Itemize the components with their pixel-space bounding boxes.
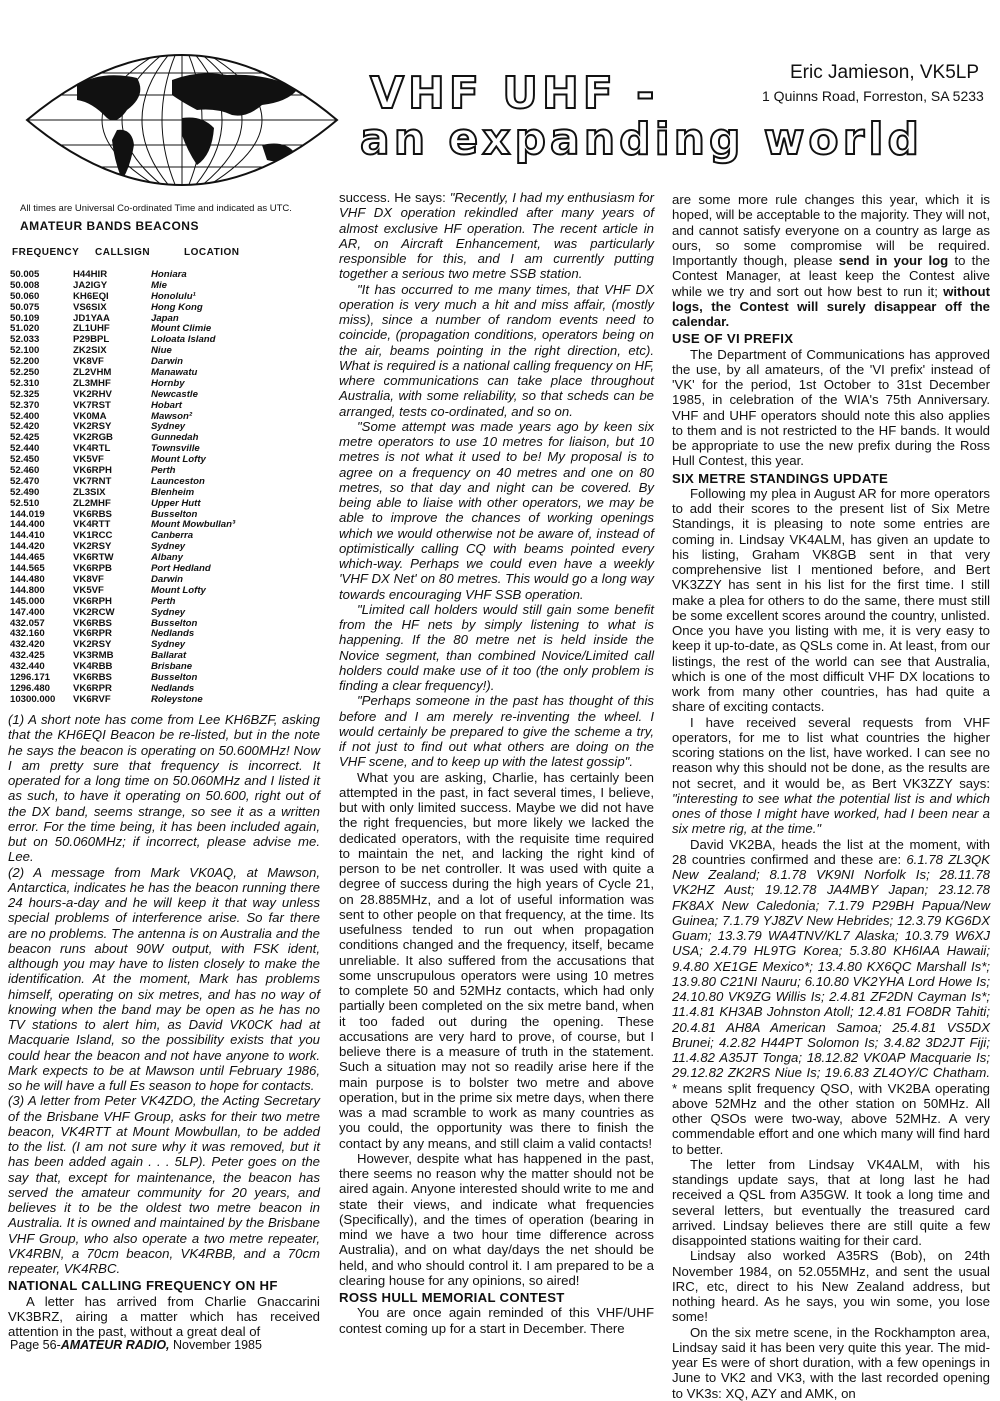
beacon-frequency: 52.425 (10, 432, 40, 444)
beacon-frequency: 52.490 (10, 486, 40, 498)
beacon-location: Busselton (151, 617, 198, 629)
beacon-frequency: 50.060 (10, 290, 40, 302)
beacon-callsign: ZL3MHF (73, 377, 111, 389)
paragraph: The letter from Lindsay VK4ALM, with his standings update says, that at long last he had received a QSL from A35GW. It took a long time and several letters, but eventually the treasured card arrived. Lindsay believes there are still quite a few disappointed stations waiting for their card. (672, 1156, 990, 1248)
beacon-frequency: 145.000 (10, 595, 45, 607)
beacon-frequency: 52.470 (10, 475, 40, 487)
beacon-frequency: 432.057 (10, 617, 45, 629)
beacon-frequency: 432.420 (10, 639, 45, 651)
beacon-callsign: P29BPL (73, 334, 110, 346)
beacon-callsign: VK5VF (73, 584, 104, 596)
beacon-table (10, 270, 310, 706)
beacon-callsign: JD1YAA (73, 312, 110, 324)
beacon-location: Canberra (151, 530, 194, 542)
beacon-note-3: (3) A letter from Peter VK4ZDO, the Acting Secretary of the Brisbane VHF Group, asks for their two metre beacon, VK4RTT at Mount Mowbullan, to be added to the list. (I am not sure why it was removed, but it has been added again . . . 5LP). Peter goes on the say that, except for maintenance, the beacon has served the amateur community for 20 years, and believes it to be the oldest two metre beacon in Australia. It is owned and maintained by the Brisbane VHF Group, who also operate a two metre repeater, VK4RBN, a 70cm beacon, VK4RBB, and a 70cm repeater, VK4RBC. (8, 1093, 320, 1276)
beacon-location: Mie (151, 279, 167, 291)
beacon-location: Sydney (151, 541, 186, 553)
beacon-location: Launceston (151, 475, 205, 487)
beacon-frequency: 52.420 (10, 421, 40, 433)
beacon-frequency: 52.370 (10, 399, 40, 411)
vi-prefix-heading: USE OF VI PREFIX (672, 331, 794, 347)
beacon-callsign: VK6RPR (73, 628, 112, 640)
beacon-location: Hornby (151, 377, 185, 389)
beacon-frequency: 1296.480 (10, 682, 51, 694)
beacon-location: Port Hedland (151, 563, 211, 575)
beacon-frequency: 52.310 (10, 377, 40, 389)
beacon-callsign: ZL2MHF (73, 497, 111, 509)
beacon-note-1: (1) A short note has come from Lee KH6BZF, asking that the KH6EQI Beacon be re-listed, but in the note he says the beacon is operating on 50.600MHz! Now I am pretty sure that frequency is incorrect. It operated for a long time on 50.060MHz and I listed it as such, to have it operating on 50.600, right out of the DX band, seems strange, so see it as a written error. For the time being, it has been included again, but on 50.060MHz; if incorrect, please advise me. Lee. (8, 712, 320, 865)
beacon-frequency: 144.465 (10, 552, 45, 564)
beacon-callsign: ZL1UHF (73, 323, 110, 335)
article-title-line2: an expanding world (360, 114, 923, 165)
beacon-callsign: ZK2SIX (73, 345, 107, 357)
beacon-callsign: ZL3SIX (73, 486, 106, 498)
beacon-location: Hobart (151, 399, 182, 411)
beacon-frequency: 52.325 (10, 388, 40, 400)
beacon-callsign: VK4RTL (73, 443, 111, 455)
magazine-name: AMATEUR RADIO, (60, 1338, 170, 1352)
beacon-callsign: VK2RSY (73, 639, 112, 651)
beacon-callsign: VK6RTW (73, 552, 114, 564)
page-number: Page 56- (10, 1338, 61, 1352)
beacon-frequency: 51.020 (10, 323, 40, 335)
beacon-location: Niue (151, 345, 172, 357)
beacon-location: Mawson² (151, 410, 193, 422)
beacon-location: Japan (151, 312, 179, 324)
paragraph (672, 715, 990, 837)
text: * means split frequency QSO, with VK2BA operating above 52MHz and the other station on 50MHz. All other QSOs were two-way, above 52MHz. A very commendable effort and one which many will find hard to better. (672, 1080, 990, 1157)
beacon-callsign: VK2RSY (73, 541, 112, 553)
author-name: Eric Jamieson, VK5LP (790, 62, 980, 83)
beacon-frequency: 50.075 (10, 301, 40, 313)
location-header: LOCATION (184, 247, 240, 258)
national-calling-heading: NATIONAL CALLING FREQUENCY ON HF (8, 1278, 278, 1294)
beacon-location: Manawatu (151, 367, 198, 379)
beacon-row (10, 695, 310, 706)
column-3 (672, 192, 990, 1401)
beacon-location: Sydney (151, 421, 186, 433)
beacon-row (10, 608, 310, 619)
beacon-row (10, 499, 310, 510)
text: success. He says: (339, 190, 450, 205)
beacon-callsign: VK6RVF (73, 693, 111, 705)
beacon-location: Loloata Island (151, 334, 216, 346)
beacon-callsign: VS6SIX (73, 301, 107, 313)
beacon-frequency: 50.005 (10, 269, 40, 280)
beacon-location: Sydney (151, 639, 186, 651)
callsign-header: CALLSIGN (95, 247, 151, 258)
column-2 (339, 190, 654, 1348)
quote-paragraph: "Limited call holders would still gain some benefit from the HF nets by simply listening to what is happening. If the 80 metre net is held inside the Novice segment, than combined Novice/Limited call holders could make use of it too (the only problem is finding a clear frequency!). (339, 601, 654, 693)
beacon-callsign: VK6RPH (73, 465, 112, 477)
beacon-callsign: JA2IGY (73, 279, 108, 291)
utc-note: All times are Universal Co-ordinated Time and indicated as UTC. (20, 203, 292, 214)
beacon-frequency: 144.565 (10, 563, 45, 575)
paragraph: Lindsay also worked A35RS (Bob), on 24th November 1984, on 52.055MHz, and sent the usual IRC, etc, direct to his New Zealand address, but nothing heard. As he says, you win some, you lose some! (672, 1248, 990, 1325)
beacons-heading: AMATEUR BANDS BEACONS (20, 219, 199, 233)
bold-text: send in your log (838, 253, 949, 268)
beacon-callsign: VK1RCC (73, 530, 113, 542)
beacon-callsign: VK6RPB (73, 563, 112, 575)
quote-text: "Recently, I had my enthusiasm for VHF DX operation rekindled after many years of almost exclusive HF operation. The recent article in AR, on Aircraft Enhancement, was particularly responsible for this, and I am currently putting together a serious two metre SSB station. (339, 190, 654, 282)
beacon-location: Blenheim (151, 486, 195, 498)
author-address: 1 Quinns Road, Forreston, SA 5233 (762, 88, 984, 104)
beacon-frequency: 144.420 (10, 541, 45, 553)
beacon-location: Busselton (151, 508, 198, 520)
beacon-callsign: VK7RNT (73, 475, 112, 487)
column-1 (8, 712, 320, 1339)
beacon-callsign: VK2RGB (73, 432, 113, 444)
beacon-location: Brisbane (151, 661, 193, 673)
beacon-location: Busselton (151, 671, 198, 683)
paragraph (672, 192, 990, 329)
beacon-frequency: 147.400 (10, 606, 45, 618)
beacon-frequency: 52.100 (10, 345, 40, 357)
beacon-location: Newcastle (151, 388, 198, 400)
beacon-callsign: KH6EQI (73, 290, 109, 302)
quote-text: "interesting to see what the potential list is and which ones of those I might have worked, had I been near a six metre rig, at the time." (672, 790, 990, 837)
paragraph: Following my plea in August AR for more operators to add their scores to the present list of Six Metre Standings, it is pleasing to note some entries are coming in. Lindsay VK4ALM, has given an update to his listing, Graham VK8GB sent in that very comprehensive list I mentioned before, and Bert VK3ZZY has sent in his list for the first time. I still make a plea for others to do the same, there must still be some excellent scores around the country, unlisted. Once you have you listing with me, it is very easy to keep it up-to-date, as QSLs come in. At least, from our listings, the rest of the world can see that Australia, which is one of the most difficult VHF DX locations to work from many other countries, has had quite a share of exciting contacts. (672, 485, 990, 715)
beacon-location: Sydney (151, 606, 186, 618)
article-title-line1: VHF UHF - (370, 68, 659, 119)
beacon-location: Townsville (151, 443, 200, 455)
beacon-callsign: VK4RTT (73, 519, 111, 531)
beacon-callsign: VK3RMB (73, 650, 114, 662)
beacon-frequency: 144.400 (10, 519, 45, 531)
beacon-callsign: VK6RPR (73, 682, 112, 694)
frequency-header: FREQUENCY (12, 247, 80, 258)
beacon-frequency: 52.460 (10, 465, 40, 477)
beacon-frequency: 432.160 (10, 628, 45, 640)
text: are some more rule changes this year, which it is hoped, will be acceptable to the majority. They will not, and cannot satisfy everyone on a country as large as ours, so some compromise will be required. Importantly though, please (672, 192, 990, 268)
beacon-frequency: 432.425 (10, 650, 45, 662)
beacon-frequency: 144.480 (10, 573, 45, 585)
beacon-location: Hong Kong (151, 301, 203, 313)
beacon-callsign: VK8VF (73, 573, 104, 585)
beacon-location: Roleystone (151, 693, 203, 705)
text: David VK2BA, heads the list at the moment, with 28 countries confirmed and these are: (672, 836, 990, 867)
beacon-callsign: VK6RBS (73, 671, 112, 683)
beacon-callsign: ZL2VHM (73, 367, 112, 379)
beacon-callsign: VK2RHV (73, 388, 112, 400)
beacon-frequency: 52.033 (10, 334, 40, 346)
beacon-location: Nedlands (151, 628, 195, 640)
beacon-callsign: VK6RBS (73, 508, 112, 520)
beacon-callsign: VK5VF (73, 454, 104, 466)
beacon-callsign: VK7RST (73, 399, 111, 411)
beacon-location: Mount Lofty (151, 584, 206, 596)
text: to the Contest Manager, at least keep the Contest alive while we try and sort out how best to run it; (672, 253, 990, 299)
page-footer (10, 1338, 262, 1352)
beacon-frequency: 144.410 (10, 530, 45, 542)
beacon-location: Upper Hutt (151, 497, 201, 509)
beacon-location: Mount Mowbullan³ (151, 519, 236, 531)
beacon-frequency: 50.008 (10, 279, 40, 291)
ross-hull-heading: ROSS HULL MEMORIAL CONTEST (339, 1290, 565, 1305)
beacon-location: Darwin (151, 356, 183, 368)
six-metre-heading: SIX METRE STANDINGS UPDATE (672, 470, 889, 486)
beacon-note-2: (2) A message from Mark VK0AQ, at Mawson, Antarctica, indicates he has the beacon running there 24 hours-a-day and he will keep it that way unless special problems of interference arise. So far there are no problems. The antenna is on Australia and the beacon runs about 90W output, with FSK ident, although you may have to listen closely to make the identification. At the moment, Mark has problems himself, operating on six metres, and has no way of knowing when the band may be open as he has no TV stations to alert him, as David VK0CK had at Macquarie Island, so the possibility exists that you could hear the beacon and not have anyone to work. Mark expects to be at Mawson until February 1986, so he will have a full Es season to hope for contacts. (8, 864, 320, 1093)
paragraph: On the six metre scene, in the Rockhampton area, Lindsay said it has been very quite this year. The mid-year Es were of short duration, with a few openings in June to VK2 and VK3, with the last recorded opening to VK3s: XQ, AZY and AMK, on (672, 1324, 990, 1401)
paragraph: However, despite what has happened in the past, there seems no reason why the matter should not be aired again. Anyone interested should write to me and state their views, and indicate what frequencies (Specifically), and the times of operation (bearing in mind we have a two hour time difference across Australia), and on what day/days the net should be held, and who should control it. I am prepared to be a clearing house for any opinions, so aired! (339, 1150, 654, 1288)
beacon-frequency: 52.510 (10, 497, 40, 509)
quote-paragraph: "Some attempt was made years ago by keen six metre operators to use 10 metres for liaison, but 10 metres is not what it used to be! My proposal is to agree on a frequency on 40 metres and one on 80 metres, so that day and night can be covered. By being able to liaise with other operators, we may be able to improve the chances of working openings which we would otherwise not be aware of, instead of optimistically calling CQ with beams pointed every which-way. Perhaps we could even have a weekly 'VHF DX Net' on 80 metres. This would go a long way towards encouraging VHF SSB operation. (339, 418, 654, 602)
paragraph: A letter has arrived from Charlie Gnaccarini VK3BRZ, airing a matter which has received attention in the past, without a great deal of (8, 1293, 320, 1339)
beacon-row (10, 597, 310, 608)
beacon-location: Ballarat (151, 650, 187, 662)
beacon-callsign: VK8VF (73, 356, 104, 368)
beacon-location: Albany (151, 552, 183, 564)
beacon-location: Perth (151, 465, 176, 477)
paragraph: You are once again reminded of this VHF/UHF contest coming up for a start in December. There (339, 1305, 654, 1336)
beacon-location: Mount Climie (151, 323, 212, 335)
paragraph (672, 837, 990, 1157)
beacon-location: Honiara (151, 269, 187, 280)
beacon-frequency: 10300.000 (10, 693, 56, 705)
beacon-callsign: H44HIR (73, 269, 108, 280)
beacon-frequency: 1296.171 (10, 671, 51, 683)
paragraph (339, 190, 654, 282)
beacon-callsign: VK4RBB (73, 661, 113, 673)
beacon-frequency: 50.109 (10, 312, 40, 324)
beacon-location: Mount Lofty (151, 454, 206, 466)
beacon-location: Perth (151, 595, 176, 607)
bold-text: without logs, the Contest will surely disappear off the calendar. (672, 283, 990, 329)
beacon-frequency: 144.019 (10, 508, 45, 520)
beacon-callsign: VK0MA (73, 410, 107, 422)
quote-paragraph: "It has occurred to me many times, that VHF DX operation is very much a hit and miss affair, (mostly miss), since a number of random events need to coincide, (propagation conditions, operators being on the air, beams pointing in the right direction, etc). What is required is a national calling frequency on HF, where communications can take place throughout Australia, with some reliability, so that scheds can be arranged, tests co-ordinated, and so on. (339, 281, 654, 419)
beacon-row (10, 401, 310, 412)
beacon-frequency: 52.400 (10, 410, 40, 422)
beacon-location: Nedlands (151, 682, 195, 694)
beacon-frequency: 52.450 (10, 454, 40, 466)
beacon-frequency: 52.250 (10, 367, 40, 379)
paragraph: What you are asking, Charlie, has certainly been attempted in the past, in fact several times, I believe, but with only limited success. Maybe we did not have the right frequencies, but more likely we lacked the dedicated operators, with the requisite time required to maintain the net, and lacking the right kind of person to be net controller. It was used with quite a degree of success during the high years of Cycle 21, on 28.885MHz, and a lot of useful information was sent to other people on that frequency, at the time. Its usefulness tended to run out when propagation conditions changed and the frequency, itself, became unreliable. It also suffered from the accusations that some unscrupulous operators were using 10 metres to complete 50 and 52MHz contacts, which had only partially been completed on the six metre band, when it too faded out during the opening. These accusations are very hard to prove, of course, but I believe there is a measure of truth in the statement. Such a situation may not so readily arise here if the main purpose is to bolster two metre and above operation, but in the prime six metre days, when there was a mad scramble to work as many countries as you could, the opportunity was there to finish the contact by any means, and still claim a valid contacts! (339, 769, 654, 1151)
beacon-callsign: VK6RPH (73, 595, 112, 607)
text: I have received several requests from VHF operators, for me to list what countries the higher scoring stations on the list, have worked. I can see no reason why this should not be done, as the results are not secret, and it would be, as Bert VK3ZZY says: (672, 714, 990, 791)
beacon-callsign: VK2RCW (73, 606, 115, 618)
beacon-frequency: 432.440 (10, 661, 45, 673)
beacon-callsign: VK6RBS (73, 617, 112, 629)
country-list: 6.1.78 ZL3QK New Zealand; 8.1.78 VK9NI Norfolk Is; 28.11.78 VK2HZ Aust; 19.12.78 JA4MBY Japan; 23.12.78 FK8AX New Caledonia; 7.1.79 P29BH Papua/New Guinea; 7.1.79 YJ8ZV New Hebrides; 12.3.79 KG6DX Guam; 13.3.79 WA4TNV/KL7 Alaska; 10.3.79 W6XJ USA; 2.4.79 HL9TG Korea; 5.3.80 KH6IAA Hawaii; 9.4.80 XE1GE Mexico*; 13.4.80 KX6QC Marshall Is*; 13.9.80 C21NI Nauru; 6.10.80 VK2YHA Lord Howe Is; 24.10.80 VK9ZG Willis Is; 2.4.81 ZF2DN Cayman Is*; 11.4.81 KH3AB Johnston Atoll; 12.4.81 FO8DR Tahiti; 20.4.81 AH8A American Samoa; 25.4.81 VS5DX Brunei; 4.2.82 H44PT Solomon Is; 3.4.82 3D2JT Fiji; 11.4.82 A35JT Tonga; 18.12.82 VK0AP Macquarie Is; 29.12.82 ZK2RS Niue Is; 19.6.83 ZL4OY/C Chatham. (672, 851, 990, 1081)
quote-paragraph: "Perhaps someone in the past has thought of this before and I am merely re-inventing the wheel. I would certainly be prepared to give the scheme a try, if not just to find out what others are doing on the VHF scene, and to keep up with the latest gossip". (339, 693, 654, 770)
beacon-location: Honolulu¹ (151, 290, 196, 302)
beacon-frequency: 144.800 (10, 584, 45, 596)
beacon-location: Gunnedah (151, 432, 199, 444)
beacon-frequency: 52.200 (10, 356, 40, 368)
beacon-callsign: VK2RSY (73, 421, 112, 433)
issue-date: November 1985 (169, 1338, 262, 1352)
beacon-location: Darwin (151, 573, 183, 585)
paragraph: The Department of Communications has approved the use, by all amateurs, of the 'VI prefix' instead of 'VK' for the period, 1st October to 31st December 1985, in celebration of the WIA's 75th Anniversary. VHF and UHF operators should note this also applies to them and is not restricted to the HF bands. It would be appropriate to use the new prefix during the Ross Hull Contest, this year. (672, 346, 990, 469)
beacon-frequency: 52.440 (10, 443, 40, 455)
globe-logo-icon (22, 40, 342, 200)
beacon-row (10, 303, 310, 314)
